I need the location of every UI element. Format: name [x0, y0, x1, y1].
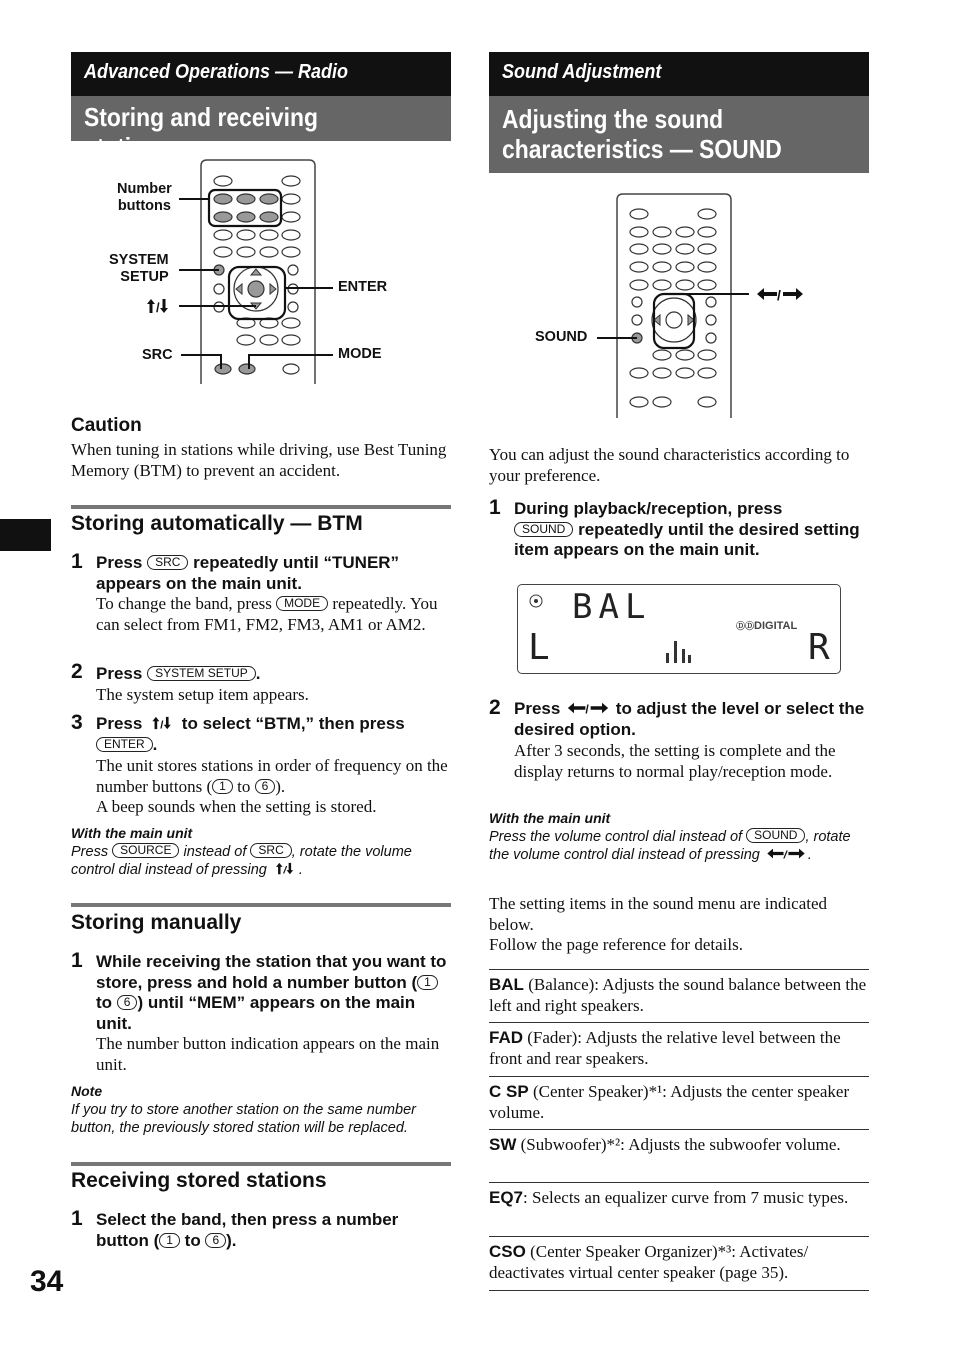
- btm-step1-description: To change the band, press MODE repeatedly. You can select from FM1, FM2, FM3, AM1 or AM2.: [96, 594, 438, 634]
- label-system-setup: SYSTEM SETUP: [109, 252, 169, 285]
- page-title: Storing and receiving stations: [84, 102, 318, 162]
- step-number: 3: [71, 711, 83, 734]
- table-row: SW (Subwoofer)*²: Adjusts the subwoofer volume.: [489, 1129, 869, 1183]
- caution-heading: Caution: [71, 415, 142, 436]
- sound-step2-instruction: Press to adjust the level or select the desired option.: [514, 699, 865, 739]
- btm-step2-description: The system setup item appears.: [96, 685, 309, 704]
- section-label: Sound Adjustment: [502, 61, 662, 83]
- step-number: 2: [489, 696, 501, 719]
- src-key: SRC: [147, 555, 188, 570]
- main-unit-text: Press the volume control dial instead of SOUND , rotate the volume control dial instead of pressing .: [489, 828, 851, 863]
- receiving-step1-instruction: Select the band, then press a number button ( 1 to 6 ).: [96, 1210, 399, 1250]
- left-right-arrow-icon: [565, 701, 611, 715]
- intro-text: You can adjust the sound characteristics according to your preference.: [489, 445, 850, 485]
- page-title: Adjusting the sound characteristics — SOUND: [502, 104, 782, 164]
- up-down-arrow-icon: [147, 716, 177, 730]
- table-row: FAD (Fader): Adjusts the relative level between the front and rear speakers.: [489, 1022, 869, 1076]
- section-rule: [71, 903, 451, 907]
- step-number: 2: [71, 660, 83, 683]
- left-right-arrow-icon: [754, 286, 806, 302]
- display-left: L: [528, 627, 550, 668]
- title-band: [489, 96, 869, 173]
- note-heading: Note: [71, 1083, 103, 1099]
- left-right-arrow-icon: [764, 847, 808, 860]
- label-mode: MODE: [338, 346, 382, 362]
- sound-step1-instruction: During playback/reception, press SOUND repeatedly until the desired setting item appears on the main unit.: [514, 499, 860, 559]
- remote-control-figure: [489, 186, 869, 426]
- section-rule: [71, 1162, 451, 1166]
- step-number: 1: [71, 1207, 83, 1230]
- table-row: EQ7: Selects an equalizer curve from 7 music types.: [489, 1182, 869, 1236]
- display-text: BAL: [572, 587, 652, 627]
- side-tab-marker: [0, 519, 51, 551]
- btm-step1-instruction: Press SRC repeatedly until “TUNER” appears on the main unit.: [96, 553, 400, 593]
- main-unit-text: Press SOURCE instead of SRC , rotate the volume control dial instead of pressing .: [71, 843, 412, 878]
- mode-key: MODE: [276, 596, 328, 611]
- label-enter: ENTER: [338, 279, 388, 295]
- digital-label: ⒹⒹDIGITAL: [736, 620, 798, 632]
- manual-step1-instruction: While receiving the station that you want to store, press and hold a number button ( 1 to 6 ) until “MEM” appears on the main unit.: [96, 952, 447, 1033]
- btm-step2-instruction: Press SYSTEM SETUP .: [96, 664, 261, 683]
- up-down-arrow-icon: [140, 298, 176, 314]
- sound-key: SOUND: [514, 522, 573, 537]
- label-number-buttons: Number buttons: [117, 181, 172, 214]
- table-row: CSO (Center Speaker Organizer)*³: Activates/ deactivates virtual center speaker (page 35).: [489, 1236, 869, 1291]
- sound-step2-description: After 3 seconds, the setting is complete and the display returns to normal play/reception mode.: [514, 741, 836, 781]
- btm-heading: Storing automatically — BTM: [71, 512, 363, 535]
- label-src: SRC: [142, 347, 173, 363]
- section-rule: [71, 505, 451, 509]
- disc-icon: [528, 593, 544, 609]
- table-row: C SP (Center Speaker)*¹: Adjusts the center speaker volume.: [489, 1076, 869, 1130]
- section-label-band: [71, 52, 451, 96]
- system-setup-key: SYSTEM SETUP: [147, 666, 256, 681]
- page-number: 34: [30, 1265, 64, 1298]
- enter-key: ENTER: [96, 737, 153, 752]
- manual-heading: Storing manually: [71, 911, 242, 934]
- section-label: Advanced Operations — Radio: [84, 61, 349, 83]
- label-sound: SOUND: [535, 329, 588, 345]
- receiving-heading: Receiving stored stations: [71, 1169, 327, 1192]
- list-intro: The setting items in the sound menu are indicated below. Follow the page reference for details.: [489, 894, 828, 954]
- step-number: 1: [71, 550, 83, 573]
- up-down-arrow-icon: [271, 862, 299, 875]
- level-indicator: [664, 637, 694, 665]
- caution-text: When tuning in stations while driving, use Best Tuning Memory (BTM) to prevent an accident.: [71, 440, 447, 480]
- btm-step3-instruction: Press to select “BTM,” then press ENTER .: [96, 714, 405, 754]
- step-number: 1: [71, 949, 83, 972]
- note-text: If you try to store another station on the same number button, the previously stored station will be replaced.: [71, 1102, 416, 1136]
- manual-step1-description: The number button indication appears on the main unit.: [96, 1034, 440, 1074]
- main-unit-heading: With the main unit: [71, 825, 193, 841]
- title-band: [71, 96, 451, 162]
- display-right: R: [808, 627, 830, 668]
- table-row: BAL (Balance): Adjusts the sound balance between the left and right speakers.: [489, 969, 869, 1023]
- btm-step3-description: The unit stores stations in order of frequency on the number buttons ( 1 to 6 ). A beep sounds when the setting is stored.: [96, 756, 448, 816]
- main-unit-display: [517, 584, 841, 674]
- main-unit-heading: With the main unit: [489, 810, 611, 826]
- section-label-band: [489, 52, 869, 96]
- step-number: 1: [489, 496, 501, 519]
